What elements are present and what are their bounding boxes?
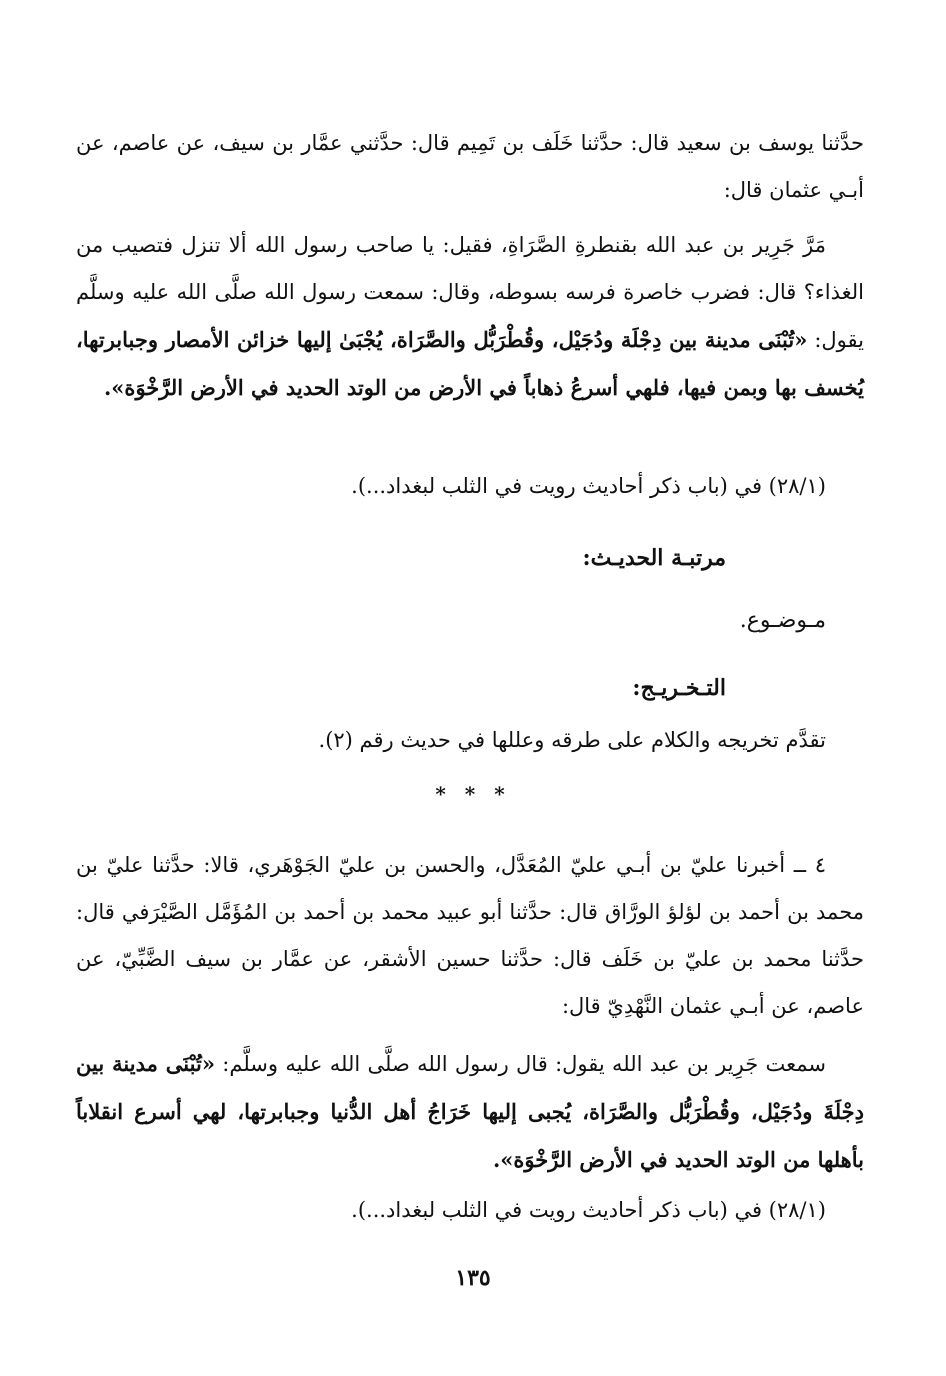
- isnad-text-2: ٤ ــ أخبرنا عليّ بن أبـي عليّ المُعَدَّل، والحسن بن عليّ الجَوْهَري، قالا: حدَّثنا عليّ بن محمد بن أحمد بن لؤلؤ الورَّاق قال: حدَّثنا أبو عبيد محمد بن أحمد بن المُؤَمَّل الصَّيْرَفي قال: حدَّثنا محمد بن عليّ بن خَلَف قال: حدَّثنا حسين الأشقر، عن عمَّار بن سيف الضَّبِّيّ، عن عاصم، عن أبـي عثمان النَّهْدِيّ قال:: [76, 853, 864, 1018]
- source-reference-2: (٢٨/١) في (باب ذكر أحاديث رويت في الثلب لبغداد...).: [351, 1198, 826, 1222]
- isnad-text-1: حدَّثنا يوسف بن سعيد قال: حدَّثنا خَلَف بن تَمِيم قال: حدَّثني عمَّار بن سيف، عن عاصم، عن أبـي عثمان قال:: [76, 131, 864, 202]
- isnad-paragraph-2: [76, 842, 864, 1030]
- matn-text-2: [76, 1040, 864, 1184]
- takhrij-heading: التـخـريـج:: [632, 675, 726, 701]
- rank-value: مـوضـوع.: [739, 608, 826, 633]
- takhrij-text: تقدَّم تخريجه والكلام على طرقه وعللها في حديث رقم (٢).: [318, 728, 826, 752]
- matn-paragraph-1: [76, 222, 864, 412]
- matn-text-1: [76, 222, 864, 412]
- matn-intro-1: مَرَّ جَرِير بن عبد الله بقنطرةِ الصَّرَاةِ، فقيل: يا صاحب رسول الله ألا تنزل فتصيب من الغذاء؟ قال: فضرب خاصرة فرسه بسوطه، وقال: سمعت رسول الله صلَّى الله عليه وسلَّم يقول:: [76, 233, 864, 352]
- isnad-paragraph-1: [76, 120, 864, 214]
- matn-intro-2: سمعت جَرِير بن عبد الله يقول: قال رسول الله صلَّى الله عليه وسلَّم:: [214, 1052, 826, 1076]
- source-reference-1: (٢٨/١) في (باب ذكر أحاديث رويت في الثلب لبغداد...).: [351, 474, 826, 498]
- matn-paragraph-2: [76, 1040, 864, 1184]
- rank-heading: مرتبـة الحديـث:: [582, 545, 726, 571]
- section-separator: * * *: [435, 782, 511, 806]
- hadith-quote-2: «تُبْنَى مدينة بين دِجْلَةَ ودُجَيْل، وقُطْرَبُّل والصَّرَاة، يُجبى إليها خَرَاجُ أهل الدُّنيا وجبابرتها، لهي أسرع انقلاباً بأهلها من الوتد الحديد في الأرض الرَّخْوَة».: [76, 1051, 864, 1172]
- page-number: ١٣٥: [455, 1265, 491, 1291]
- hadith-quote-1: «تُبْنَى مدينة بين دِجْلَة ودُجَيْل، وقُطْرَبُّل والصَّرَاة، يُجْبَىٰ إليها خزائن الأمصار وجبابرتها، يُخسف بها وبمن فيها، فلهي أسرعُ ذهاباً في الأرض من الوتد الحديد في الأرض الرَّخْوَة».: [76, 327, 864, 400]
